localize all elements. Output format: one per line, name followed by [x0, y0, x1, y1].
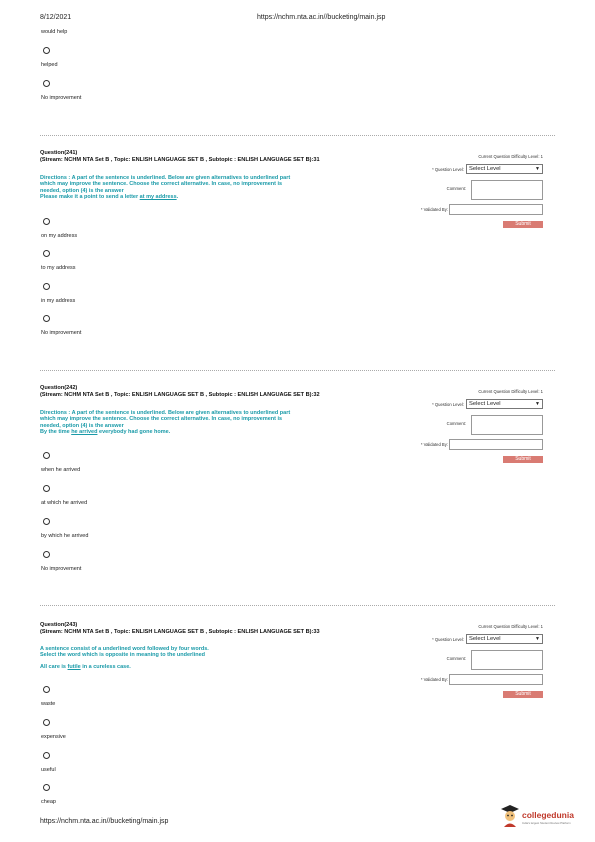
question-sentence: [40, 194, 360, 200]
question-title: [40, 150, 320, 163]
directions-line: Select the word which is opposite in meaning to the underlined: [40, 652, 206, 659]
validated-by-input[interactable]: [449, 674, 543, 685]
option-radio[interactable]: [43, 518, 50, 525]
chevron-down-icon: ▼: [535, 636, 540, 642]
question-number: Question(241): [40, 150, 78, 156]
option-label: helped: [41, 62, 58, 68]
print-url: https://nchm.nta.ac.in//bucketing/main.jsp: [257, 14, 386, 21]
option-radio[interactable]: [43, 686, 50, 693]
question-level-label: * Question Level:: [432, 402, 464, 407]
question-level-label: * Question Level:: [432, 637, 464, 642]
question-level-select[interactable]: Select Level ▼: [466, 634, 543, 644]
directions-line: which may improve the sentence. Choose the correct alternative. In case, no improvement is: [40, 181, 283, 188]
sentence-text: All care is: [40, 663, 68, 670]
graduate-mascot-icon: [500, 804, 520, 828]
sentence-text: .: [176, 194, 179, 201]
chevron-down-icon: ▼: [535, 401, 540, 407]
validated-by-input[interactable]: [449, 439, 543, 450]
comment-label: Comment:: [446, 421, 466, 426]
option-radio[interactable]: [43, 250, 50, 257]
option-label: in my address: [41, 298, 76, 304]
option-radio[interactable]: [43, 551, 50, 558]
comment-textarea[interactable]: [471, 180, 543, 200]
directions-line: Directions : A part of the sentence is underlined. Below are given alternatives to underlined part: [40, 410, 291, 416]
option-label: No improvement: [41, 330, 82, 336]
comment-label: Comment:: [446, 656, 466, 661]
validated-by-label: * Validated By:: [420, 442, 448, 447]
difficulty-label: Current Question Difficulty Level: 1: [478, 389, 543, 394]
option-label: to my address: [41, 265, 76, 271]
option-radio[interactable]: [43, 452, 50, 459]
question-directions: [40, 410, 360, 436]
submit-button[interactable]: Submit: [503, 691, 543, 698]
option-label: would help: [41, 29, 68, 35]
option-radio[interactable]: [43, 80, 50, 87]
option-label: at which he arrived: [41, 500, 88, 506]
section-divider: [40, 370, 555, 371]
directions-line: which may improve the sentence. Choose the correct alternative. In case, no improvement is: [40, 416, 283, 423]
section-divider: [40, 605, 555, 606]
option-label: cheap: [41, 799, 56, 805]
logo-tagline: India's largest Student Review Platform: [522, 821, 571, 825]
sentence-text: By the time: [40, 429, 72, 436]
question-level-select[interactable]: Select Level ▼: [466, 164, 543, 174]
option-label: expensive: [41, 734, 66, 740]
section-divider: [40, 135, 555, 136]
option-radio[interactable]: [43, 784, 50, 791]
option-radio[interactable]: [43, 752, 50, 759]
directions-line: A sentence consist of a underlined word followed by four words.: [40, 646, 209, 652]
submit-button[interactable]: Submit: [503, 221, 543, 228]
chevron-down-icon: ▼: [535, 166, 540, 172]
question-title: [40, 622, 320, 635]
question-stream: (Stream: NCHM NTA Set B , Topic: ENLISH LANGUAGE SET B , Subtopic : ENLISH LANGUAGE SET B):33: [40, 628, 320, 635]
question-number: Question(243): [40, 622, 78, 628]
difficulty-label: Current Question Difficulty Level: 1: [478, 624, 543, 629]
directions-line: needed, option (4) is the answer: [40, 422, 124, 429]
option-radio[interactable]: [43, 719, 50, 726]
difficulty-label: Current Question Difficulty Level: 1: [478, 154, 543, 159]
submit-button[interactable]: Submit: [503, 456, 543, 463]
directions-line: needed, option (4) is the answer: [40, 187, 124, 194]
option-radio[interactable]: [43, 283, 50, 290]
print-date: 8/12/2021: [40, 14, 72, 21]
question-directions: [40, 646, 360, 670]
question-stream: (Stream: NCHM NTA Set B , Topic: ENLISH LANGUAGE SET B , Subtopic : ENLISH LANGUAGE SET B):31: [40, 156, 320, 163]
option-label: on my address: [41, 233, 78, 239]
option-radio[interactable]: [43, 485, 50, 492]
question-number: Question(242): [40, 385, 78, 391]
logo-wordmark: collegedunia: [522, 810, 574, 820]
comment-textarea[interactable]: [471, 415, 543, 435]
footer-url: https://nchm.nta.ac.in//bucketing/main.jsp: [40, 818, 169, 825]
comment-textarea[interactable]: [471, 650, 543, 670]
question-level-label: * Question Level:: [432, 167, 464, 172]
validated-by-label: * Validated By:: [420, 677, 448, 682]
sentence-text: in a cureless case.: [80, 663, 131, 670]
option-label: No improvement: [41, 95, 82, 101]
option-radio[interactable]: [43, 315, 50, 322]
sentence-underlined: he arrived: [71, 429, 98, 436]
question-directions: [40, 175, 360, 201]
validated-by-input[interactable]: [449, 204, 543, 215]
validated-by-label: * Validated By:: [420, 207, 448, 212]
question-sentence: [40, 429, 360, 435]
option-label: when he arrived: [41, 467, 81, 473]
question-level-select[interactable]: Select Level ▼: [466, 399, 543, 409]
sentence-underlined: at my address: [139, 194, 177, 201]
option-label: No improvement: [41, 566, 82, 572]
question-title: [40, 385, 320, 398]
option-label: waste: [41, 701, 56, 707]
directions-line: Directions : A part of the sentence is underlined. Below are given alternatives to underlined part: [40, 175, 291, 181]
option-label: by which he arrived: [41, 533, 89, 539]
option-radio[interactable]: [43, 47, 50, 54]
option-radio[interactable]: [43, 218, 50, 225]
sentence-underlined: futile: [67, 663, 81, 670]
question-sentence: [40, 664, 360, 670]
sentence-text: everybody had gone home.: [97, 429, 171, 436]
question-stream: (Stream: NCHM NTA Set B , Topic: ENLISH LANGUAGE SET B , Subtopic : ENLISH LANGUAGE SET B):32: [40, 391, 320, 398]
sentence-text: Please make it a point to send a letter: [40, 194, 140, 201]
collegedunia-logo: [500, 804, 590, 830]
comment-label: Comment:: [446, 186, 466, 191]
option-label: useful: [41, 767, 56, 773]
